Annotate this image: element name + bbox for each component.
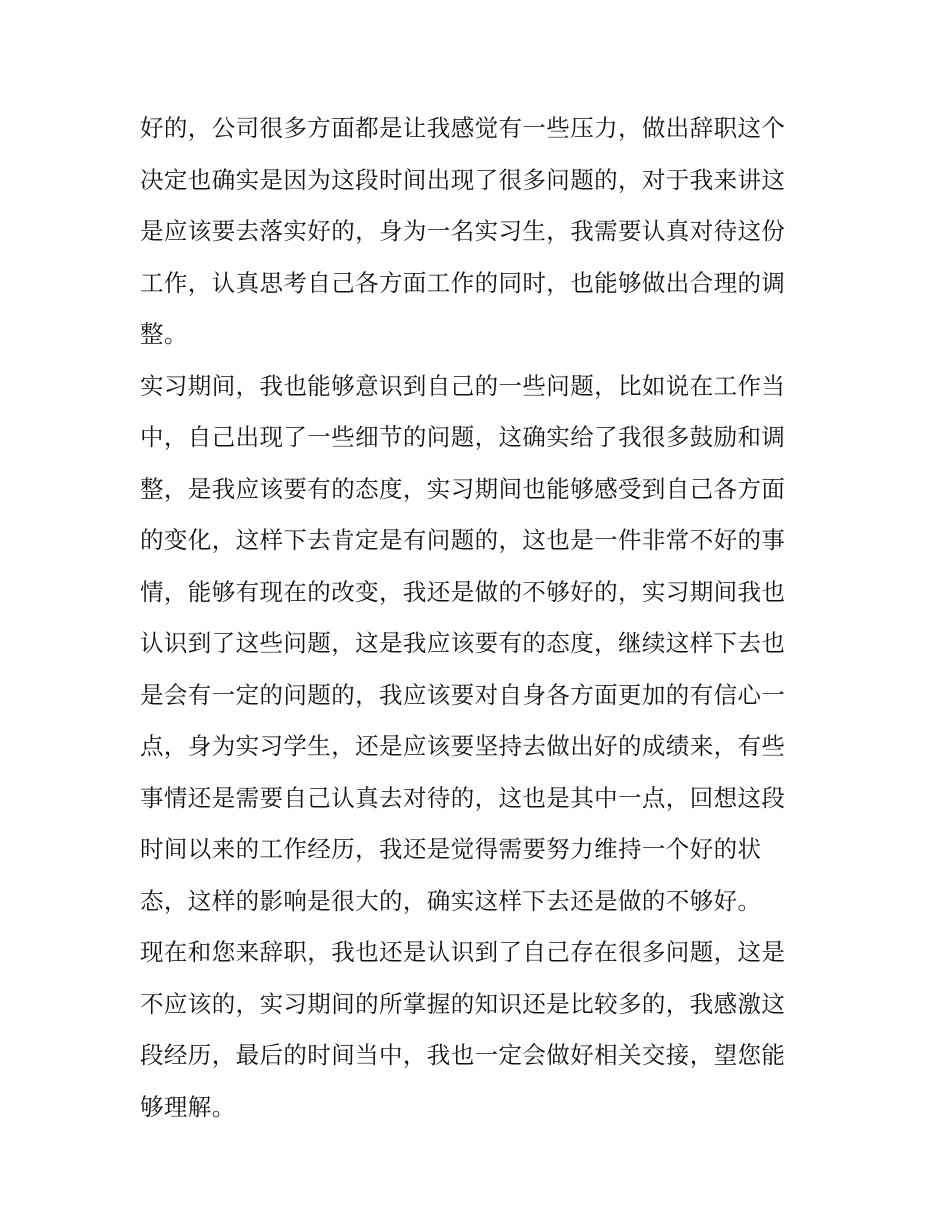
- text-line: 够理解。: [140, 1092, 236, 1121]
- text-line: 事情还是需要自己认真去对待的，这也是其中一点，回想这段: [140, 783, 786, 812]
- text-line: 决定也确实是因为这段时间出现了很多问题的，对于我来讲这: [140, 165, 786, 194]
- paragraph-2: [140, 361, 812, 928]
- text-line: 整。: [140, 320, 188, 348]
- text-line: 现在和您来辞职，我也还是认识到了自己存在很多问题，这是: [140, 938, 786, 966]
- text-line: 中，自己出现了一些细节的问题，这确实给了我很多鼓励和调: [140, 423, 786, 451]
- text-line: 是应该要去落实好的，身为一名实习生，我需要认真对待这份: [140, 217, 786, 245]
- paragraph-3: [140, 927, 812, 1133]
- text-line: 整，是我应该要有的态度，实习期间也能够感受到自己各方面: [140, 474, 786, 503]
- text-line: 认识到了这些问题，这是我应该要有的态度，继续这样下去也: [140, 629, 786, 657]
- text-line: 实习期间，我也能够意识到自己的一些问题，比如说在工作当: [140, 371, 786, 400]
- text-line: 时间以来的工作经历，我还是觉得需要努力维持一个好的状: [140, 835, 762, 863]
- text-line: 点，身为实习学生，还是应该要坚持去做出好的成绩来，有些: [140, 732, 786, 760]
- text-line: 是会有一定的问题的，我应该要对自身各方面更加的有信心一: [140, 680, 786, 709]
- document-body: [140, 103, 812, 1133]
- text-line: 段经历，最后的时间当中，我也一定会做好相关交接，望您能: [140, 1041, 786, 1069]
- paragraph-1: [140, 103, 812, 361]
- text-line: 态，这样的影响是很大的，确实这样下去还是做的不够好。: [140, 886, 762, 915]
- text-line: 工作，认真思考自己各方面工作的同时，也能够做出合理的调: [140, 268, 786, 297]
- text-line: 好的，公司很多方面都是让我感觉有一些压力，做出辞职这个: [140, 114, 786, 142]
- text-line: 不应该的，实习期间的所掌握的知识还是比较多的，我感激这: [140, 989, 786, 1018]
- text-line: 情，能够有现在的改变，我还是做的不够好的，实习期间我也: [140, 577, 786, 606]
- text-line: 的变化，这样下去肯定是有问题的，这也是一件非常不好的事: [140, 526, 786, 554]
